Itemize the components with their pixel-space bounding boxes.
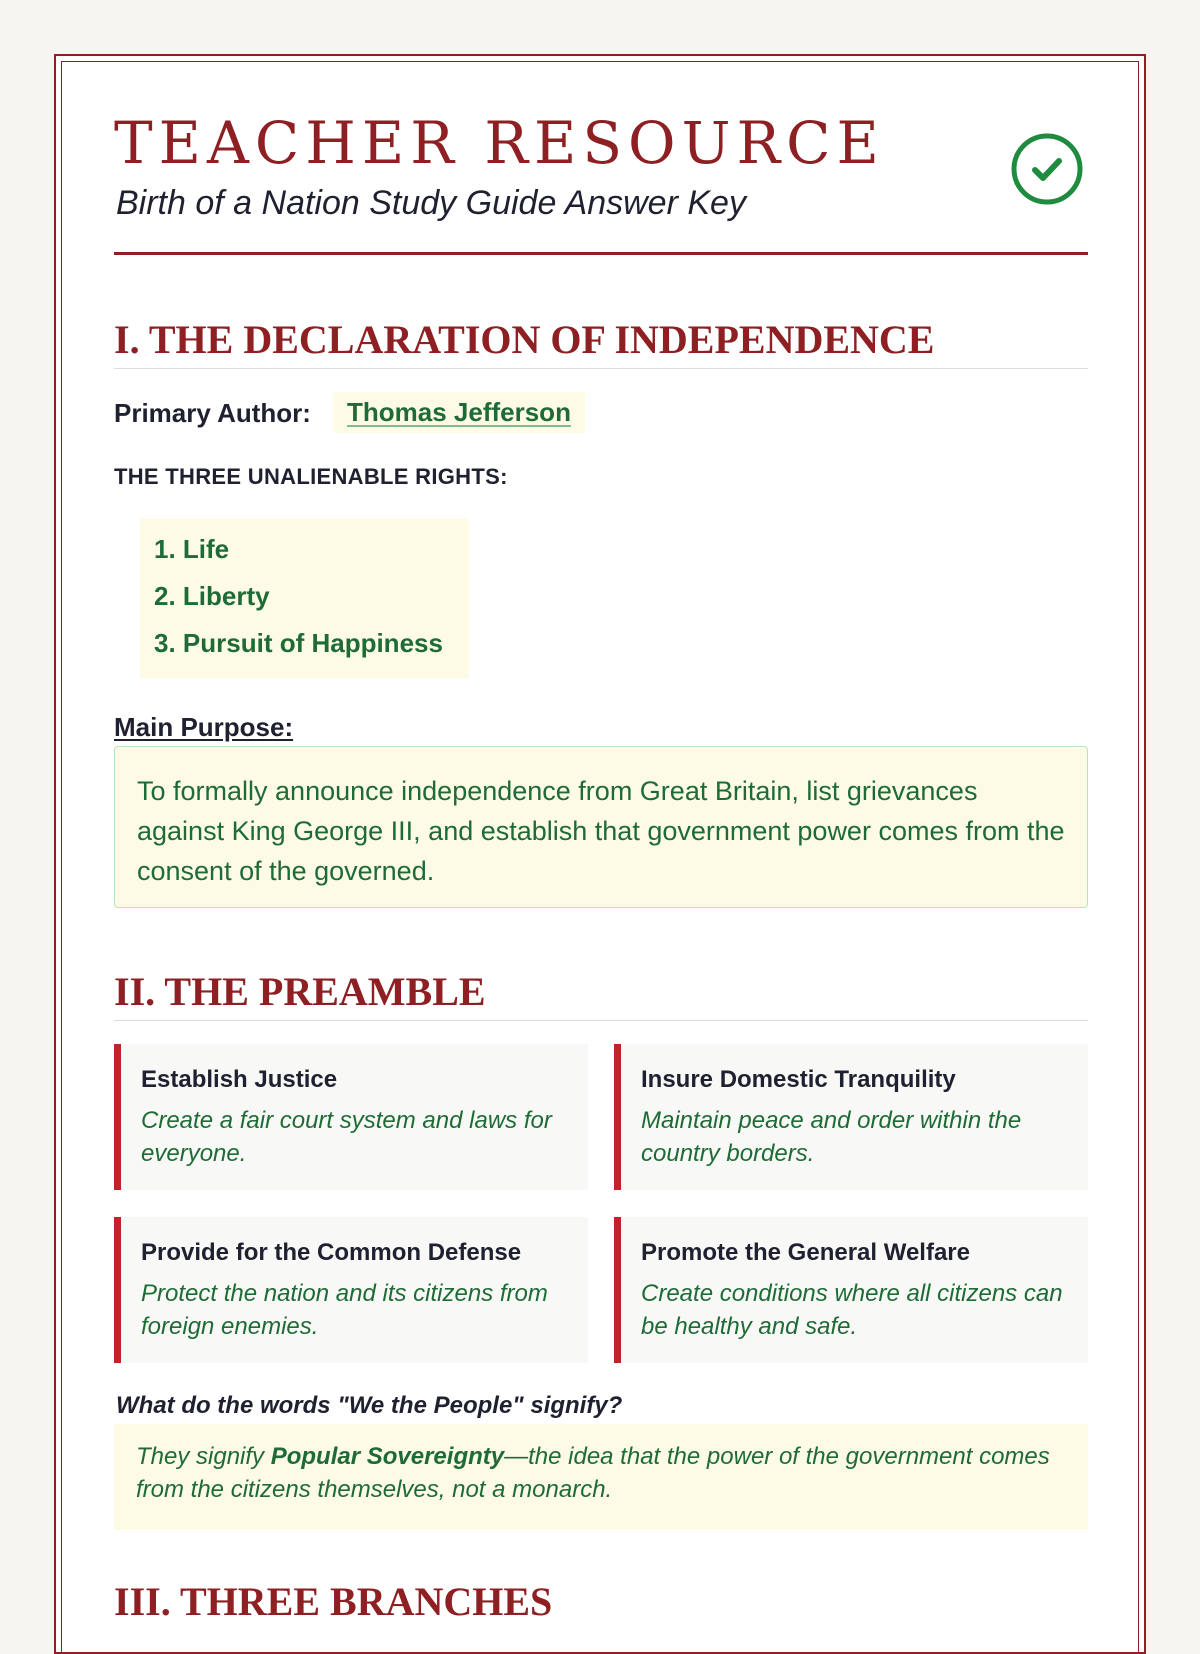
preamble-goal-card	[114, 1217, 588, 1363]
we-the-people-answer	[114, 1424, 1088, 1530]
preamble-goal-card	[614, 1217, 1088, 1363]
section-heading-declaration: I. THE DECLARATION OF INDEPENDENCE	[114, 320, 1088, 369]
goal-title: Establish Justice	[141, 1066, 338, 1093]
header-divider	[114, 252, 1088, 255]
answer-rest: —the idea that the power of the government comes from the citizens themselves, not a monarch.	[136, 1443, 1050, 1503]
page-subtitle: Birth of a Nation Study Guide Answer Key	[116, 184, 746, 222]
author-label: Primary Author:	[114, 398, 311, 428]
goal-description: Create conditions where all citizens can be healthy and safe.	[641, 1280, 1063, 1340]
list-item: 3. Pursuit of Happiness	[154, 628, 443, 658]
goal-description: Maintain peace and order within the country borders.	[641, 1107, 1022, 1167]
list-item: 1. Life	[154, 534, 230, 564]
goal-title: Promote the General Welfare	[641, 1239, 970, 1266]
preamble-goal-card	[114, 1044, 588, 1190]
rights-answer-box	[140, 518, 469, 678]
answer-prefix: They signify	[136, 1443, 271, 1470]
rights-list	[154, 536, 469, 677]
purpose-answer-box: To formally announce independence from Great Britain, list grievances against King George III, and establish that government power comes from the consent of the governed.	[114, 746, 1088, 908]
page-title: TEACHER RESOURCE	[114, 109, 885, 177]
section-heading-branches: III. THREE BRANCHES	[114, 1579, 553, 1624]
goal-title: Insure Domestic Tranquility	[641, 1066, 956, 1093]
goal-description: Protect the nation and its citizens from foreign enemies.	[141, 1280, 548, 1340]
rights-label: THE THREE UNALIENABLE RIGHTS:	[114, 464, 508, 489]
list-item: 2. Liberty	[154, 581, 270, 611]
author-answer: Thomas Jefferson	[333, 392, 585, 433]
we-the-people-question: What do the words "We the People" signify?	[116, 1392, 623, 1419]
section-heading-preamble: II. THE PREAMBLE	[114, 972, 1088, 1021]
goal-title: Provide for the Common Defense	[141, 1239, 522, 1266]
purpose-label: Main Purpose:	[114, 712, 294, 742]
goal-description: Create a fair court system and laws for everyone.	[141, 1107, 552, 1167]
check-circle-icon	[1011, 133, 1083, 205]
answer-term: Popular Sovereignty	[270, 1443, 505, 1470]
preamble-goal-card	[614, 1044, 1088, 1190]
